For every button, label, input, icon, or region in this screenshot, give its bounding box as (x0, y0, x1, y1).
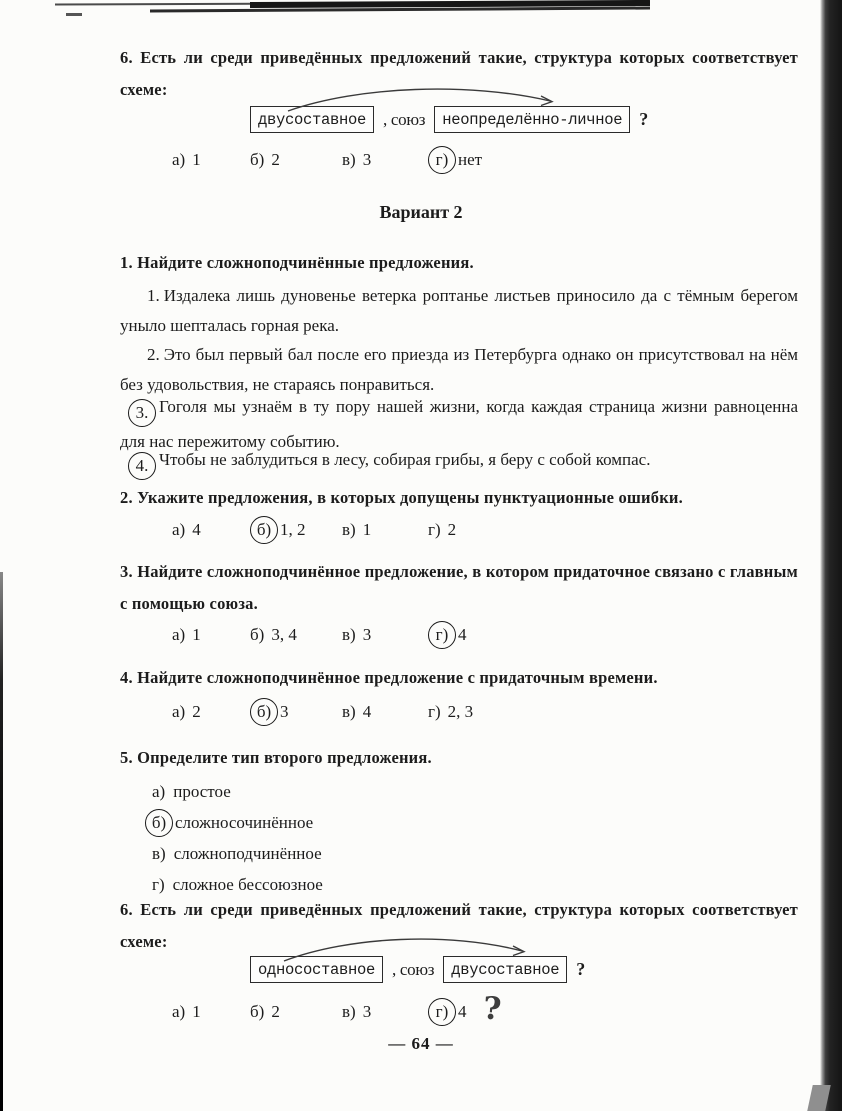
option-g (428, 702, 473, 722)
option-b (250, 1002, 342, 1022)
option-b (250, 150, 342, 170)
option-a (172, 520, 250, 540)
sentence-scheme-bottom (250, 956, 585, 983)
option-value: сложносочинённое (175, 812, 314, 832)
option-value: 2 (271, 150, 280, 169)
option-b-circled-answer (250, 698, 342, 726)
sentence-4 (120, 445, 798, 480)
sentence-text: Это был первый бал после его приезда из Петербурга однако он присутствовал на нём без удовольствия, не стараясь понравиться. (120, 345, 798, 394)
option-label: в) (342, 625, 356, 644)
option-value: сложное бессоюзное (172, 874, 323, 894)
option-value: 2 (271, 1002, 280, 1021)
option-value: 3 (362, 625, 372, 644)
sentence-text: Издалека лишь дуновенье ветерка роптанье листьев приносило да с тёмным берегом уныло шепталась горная река. (120, 286, 798, 335)
pen-circle-mark: г) (428, 621, 456, 649)
question-6-top-options (172, 146, 482, 174)
option-value: 2, 3 (447, 702, 474, 721)
pen-circle-mark: 3. (128, 399, 156, 427)
question-6-top-prompt: 6. Есть ли среди приведённых предложений такие, структура которых соответствует схеме: (120, 48, 798, 99)
scheme-right-box: неопределённо-личное (434, 106, 630, 133)
option-label: в) (342, 1002, 356, 1021)
option-g-circled-answer (428, 146, 482, 174)
option-value: 1 (362, 520, 372, 539)
option-a (172, 1002, 250, 1022)
scan-edge-line (0, 572, 3, 1111)
option-value: 2 (192, 702, 201, 721)
option-b (250, 625, 342, 645)
scheme-right-box: двусоставное (443, 956, 567, 983)
option-value: 2 (447, 520, 457, 539)
option-value: 3 (362, 150, 372, 169)
option-label: б) (250, 150, 265, 169)
question-3-options (172, 621, 467, 649)
option-label: а) (172, 150, 186, 169)
pen-circle-mark: 4. (128, 452, 156, 480)
scheme-connector: , союз (383, 109, 426, 129)
page-number: — 64 — (388, 1034, 454, 1053)
option-v (342, 1002, 428, 1022)
option-value: 4 (458, 1002, 467, 1021)
question-2-prompt: 2. Укажите предложения, в которых допущены пунктуационные ошибки. (120, 488, 683, 507)
scheme-question-mark: ? (576, 959, 585, 979)
option-value: 3 (362, 1002, 372, 1021)
option-a (172, 702, 250, 722)
pen-circle-mark: б) (145, 809, 173, 837)
question-6-options (172, 989, 502, 1028)
option-value: 1 (192, 1002, 201, 1021)
option-value: простое (173, 781, 231, 801)
option-a (152, 776, 323, 807)
question-4-options (172, 698, 473, 726)
option-label: в) (342, 702, 356, 721)
scan-artifact-line (150, 6, 650, 12)
question-2-options (172, 516, 456, 544)
option-value: 1 (192, 625, 201, 644)
option-label: в) (342, 520, 356, 539)
option-value: 1 (192, 150, 201, 169)
option-b-circled-answer (250, 516, 342, 544)
question-6-prompt: 6. Есть ли среди приведённых предложений такие, структура которых соответствует схеме: (120, 900, 798, 951)
option-label: г) (152, 874, 165, 894)
option-value: 3 (280, 702, 289, 721)
option-label: г) (428, 702, 441, 721)
option-label: а) (172, 702, 186, 721)
option-value: сложноподчинённое (173, 843, 322, 863)
question-4-prompt: 4. Найдите сложноподчинённое предложение с придаточным времени. (120, 668, 658, 687)
scheme-connector: , союз (392, 959, 435, 979)
sentence-scheme-top (250, 106, 648, 133)
option-label: в) (152, 843, 166, 863)
option-label: в) (342, 150, 356, 169)
option-label: г) (428, 520, 441, 539)
option-label: б) (250, 625, 265, 644)
scheme-left-box: двусоставное (250, 106, 374, 133)
option-v (342, 625, 428, 645)
option-label: а) (172, 1002, 186, 1021)
option-a (172, 625, 250, 645)
option-a (172, 150, 250, 170)
option-v (342, 520, 428, 540)
option-g-circled-answer (428, 621, 467, 649)
option-label: а) (172, 520, 186, 539)
question-1-prompt: 1. Найдите сложноподчинённые предложения. (120, 253, 474, 272)
question-5-prompt: 5. Определите тип второго предложения. (120, 748, 432, 767)
sentence-text: Гоголя мы узнаём в ту пору нашей жизни, когда каждая страница жизни равноценна для нас пережитому событию. (120, 397, 798, 451)
option-value: нет (458, 150, 483, 169)
scan-artifact-line (66, 13, 82, 16)
pen-circle-mark: г) (428, 998, 456, 1026)
question-5-options (152, 776, 323, 900)
option-g-circled-answer (428, 998, 467, 1026)
option-value: 4 (362, 702, 372, 721)
sentence-1 (120, 281, 798, 341)
option-value: 4 (192, 520, 201, 539)
sentence-2 (120, 340, 798, 400)
pen-circle-mark: г) (428, 146, 456, 174)
pen-circle-mark: б) (250, 698, 278, 726)
sentence-text: Чтобы не заблудиться в лесу, собирая грибы, я беру с собой компас. (159, 450, 651, 469)
option-v (342, 150, 428, 170)
scheme-question-mark: ? (639, 109, 648, 129)
scan-edge-shadow (820, 0, 842, 1111)
option-label: б) (250, 1002, 265, 1021)
variant-title: Вариант 2 (379, 202, 463, 222)
option-b-circled-answer (152, 807, 323, 838)
option-value: 4 (458, 625, 467, 644)
question-3-prompt: 3. Найдите сложноподчинённое предложение, в котором придаточное связано с главным с помощью союза. (120, 562, 798, 613)
option-v (342, 702, 428, 722)
scheme-left-box: односоставное (250, 956, 383, 983)
handwritten-question-mark: ? (481, 989, 502, 1028)
sentence-number: 1. (147, 286, 160, 305)
pen-circle-mark: б) (250, 516, 278, 544)
option-label: а) (172, 625, 186, 644)
sentence-number: 2. (147, 345, 160, 364)
option-value: 1, 2 (280, 520, 306, 539)
option-g (428, 520, 456, 540)
option-v (152, 838, 323, 869)
option-value: 3, 4 (271, 625, 297, 644)
option-label: а) (152, 781, 166, 801)
